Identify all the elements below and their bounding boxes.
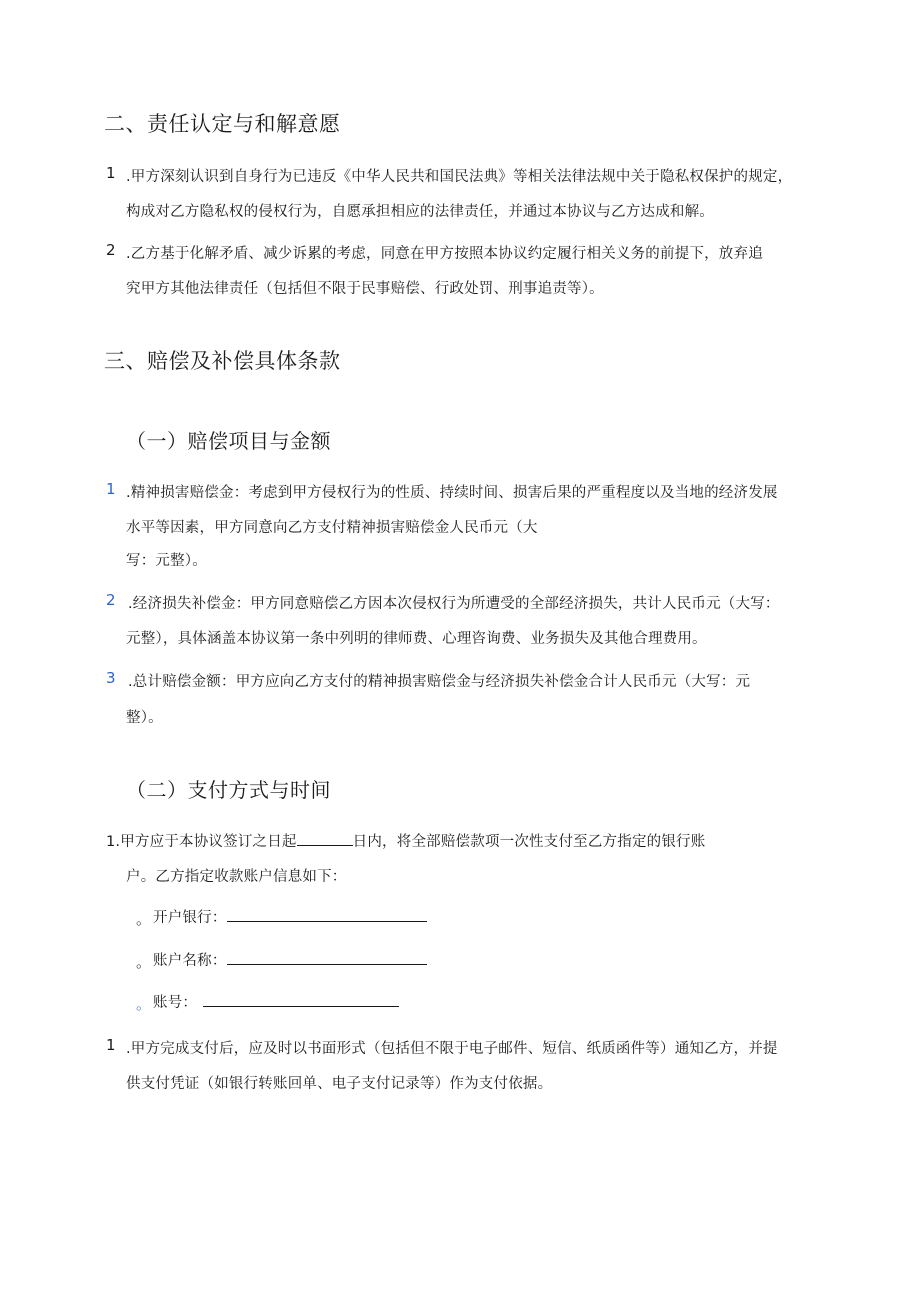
section-2-item-2-line-1: .乙方基于化解矛盾、减少诉累的考虑，同意在甲方按照本协议约定履行相关义务的前提下，放弃追 — [126, 246, 763, 262]
payment-days-blank — [297, 831, 353, 846]
account-number-label: 账号： — [153, 995, 198, 1011]
account-number-blank — [203, 992, 399, 1007]
subsection-1-item-1-line-3: 写：元整）。 — [126, 553, 207, 569]
payment-item-2-line-2: 供支付凭证（如银行转账回单、电子支付记录等）作为支付依据。 — [126, 1076, 553, 1092]
payment-item-2-line-1: .甲方完成支付后，应及时以书面形式（包括但不限于电子邮件、短信、纸质函件等）通知乙方，并提 — [126, 1041, 778, 1057]
account-name-blank — [227, 950, 427, 965]
subsection-1-item-3-number: 3 — [106, 669, 116, 687]
account-number-field — [136, 991, 399, 1012]
bank-name-label: 开户银行： — [153, 910, 227, 926]
payment-item-1-prefix: 1.甲方应于本协议签订之日起 — [106, 834, 297, 850]
section-2-title: 二、责任认定与和解意愿 — [104, 112, 341, 136]
account-name-field — [136, 949, 427, 970]
subsection-1-title: （一）赔偿项目与金额 — [126, 429, 331, 453]
bullet-icon: 。 — [136, 995, 152, 1013]
subsection-1-item-2-line-1: .经济损失补偿金：甲方同意赔偿乙方因本次侵权行为所遭受的全部经济损失，共计人民币元（大写： — [128, 596, 780, 612]
section-2-item-1-number: 1 — [106, 164, 116, 182]
bank-name-blank — [227, 907, 427, 922]
section-2-item-2-number: 2 — [106, 241, 116, 259]
subsection-1-item-1-number: 1 — [106, 480, 116, 498]
subsection-1-item-2-number: 2 — [106, 591, 116, 609]
subsection-1-item-3-line-2: 整）。 — [126, 710, 163, 726]
subsection-1-item-1-line-2: 水平等因素，甲方同意向乙方支付精神损害赔偿金人民币元（大 — [126, 520, 538, 536]
section-2-item-2-line-2: 究甲方其他法律责任（包括但不限于民事赔偿、行政处罚、刑事追责等）。 — [126, 281, 604, 297]
bullet-icon: 。 — [136, 953, 152, 971]
payment-item-1-line-2: 户。乙方指定收款账户信息如下： — [126, 869, 347, 885]
bullet-icon: 。 — [136, 910, 152, 928]
bank-name-field — [136, 906, 427, 927]
account-name-label: 账户名称： — [153, 953, 227, 969]
payment-item-2-number: 1 — [106, 1036, 116, 1054]
payment-item-1-line-1 — [106, 830, 705, 851]
subsection-2-title: （二）支付方式与时间 — [126, 778, 331, 802]
subsection-1-item-3-line-1: .总计赔偿金额：甲方应向乙方支付的精神损害赔偿金与经济损失补偿金合计人民币元（大写：元 — [128, 674, 751, 690]
section-2-item-1-line-1: .甲方深刻认识到自身行为已违反《中华人民共和国民法典》等相关法律法规中关于隐私权保护的规定， — [126, 169, 793, 185]
section-2-item-1-line-2: 构成对乙方隐私权的侵权行为，自愿承担相应的法律责任，并通过本协议与乙方达成和解。 — [126, 204, 714, 220]
payment-item-1-suffix: 日内，将全部赔偿款项一次性支付至乙方指定的银行账 — [352, 834, 706, 850]
section-3-title: 三、赔偿及补偿具体条款 — [104, 349, 341, 373]
subsection-1-item-1-line-1: .精神损害赔偿金：考虑到甲方侵权行为的性质、持续时间、损害后果的严重程度以及当地的经济发展 — [126, 485, 778, 501]
subsection-1-item-2-line-2: 元整），具体涵盖本协议第一条中列明的律师费、心理咨询费、业务损失及其他合理费用。 — [126, 631, 707, 647]
